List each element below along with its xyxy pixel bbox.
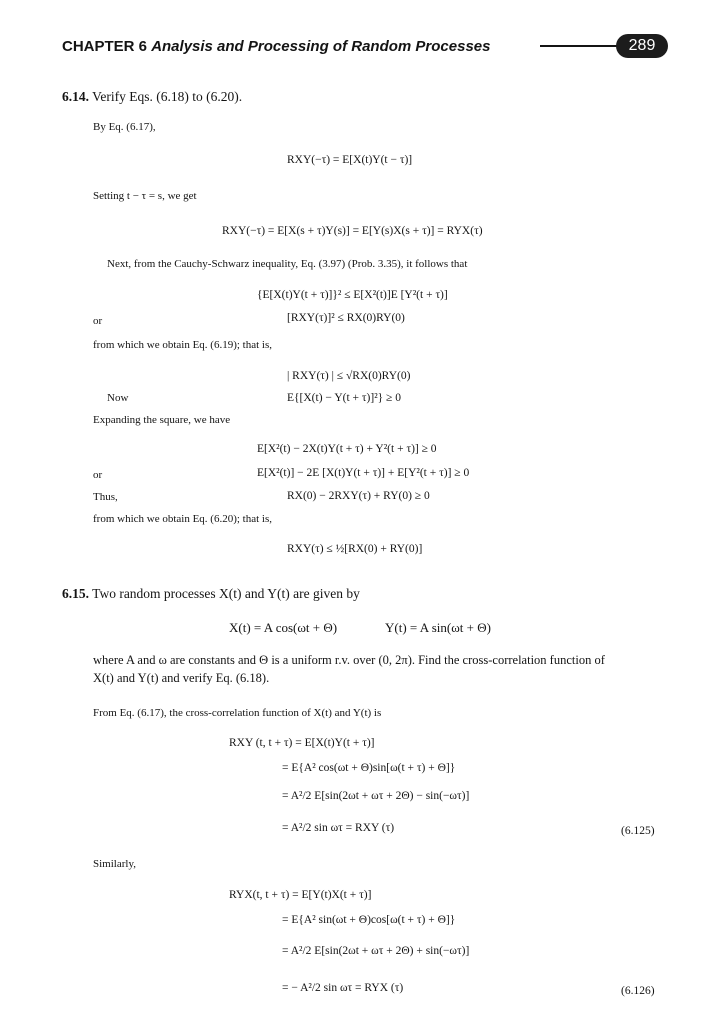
equation: = E{A² cos(ωt + Θ)sin[ω(t + τ) + Θ]} — [282, 762, 456, 774]
text-line: Expanding the square, we have — [93, 414, 231, 426]
equation: = E{A² sin(ωt + Θ)cos[ω(t + τ) + Θ]} — [282, 914, 456, 926]
chapter-title: Analysis and Processing of Random Processes — [151, 38, 491, 55]
text-line: Now — [107, 392, 129, 404]
equation: RX(0) − 2RXY(τ) + RY(0) ≥ 0 — [287, 490, 430, 502]
problem-statement: Verify Eqs. (6.18) to (6.20). — [92, 89, 243, 104]
text-line: Setting t − τ = s, we get — [93, 190, 197, 202]
equation-number: (6.126) — [621, 985, 655, 997]
equation: | RXY(τ) | ≤ √RX(0)RY(0) — [287, 370, 411, 382]
equation: RXY(−τ) = E[X(s + τ)Y(s)] = E[Y(s)X(s + τ)] = RYX(τ) — [222, 225, 483, 237]
chapter-label: CHAPTER 6 — [62, 38, 148, 55]
equation: RYX(t, t + τ) = E[Y(t)X(t + τ)] — [229, 889, 372, 901]
text-line: from which we obtain Eq. (6.19); that is, — [93, 339, 273, 351]
equation-number: (6.125) — [621, 825, 655, 837]
equation: E[X²(t) − 2X(t)Y(t + τ) + Y²(t + τ)] ≥ 0 — [257, 443, 437, 455]
text-line: From Eq. (6.17), the cross-correlation function of X(t) and Y(t) is — [93, 707, 382, 719]
equation: = A²/2 sin ωτ = RXY (τ) — [282, 822, 395, 834]
page-number: 289 — [616, 34, 668, 58]
text-line: from which we obtain Eq. (6.20); that is, — [93, 513, 273, 525]
equation: = − A²/2 sin ωτ = RYX (τ) — [282, 982, 404, 994]
equation: = A²/2 E[sin(2ωt + ωτ + 2Θ) − sin(−ωτ)] — [282, 790, 470, 802]
equation: RXY(τ) ≤ ½[RX(0) + RY(0)] — [287, 543, 423, 555]
text-line: X(t) and Y(t) and verify Eq. (6.18). — [93, 671, 270, 685]
equation: E[X²(t)] − 2E [X(t)Y(t + τ)] + E[Y²(t + τ)] ≥ 0 — [257, 467, 470, 479]
equation: RXY (t, t + τ) = E[X(t)Y(t + τ)] — [229, 737, 375, 749]
equation: = A²/2 E[sin(2ωt + ωτ + 2Θ) + sin(−ωτ)] — [282, 945, 470, 957]
text-line: Thus, — [93, 491, 118, 503]
equation: {E[X(t)Y(t + τ)]}² ≤ E[X²(t)]E [Y²(t + τ)] — [257, 289, 448, 301]
equation: RXY(−τ) = E[X(t)Y(t − τ)] — [287, 154, 413, 166]
text-line: or — [93, 315, 103, 327]
text-line: Similarly, — [93, 858, 136, 870]
text-line: By Eq. (6.17), — [93, 121, 156, 133]
equation: Y(t) = A sin(ωt + Θ) — [385, 620, 491, 635]
problem-number: 6.15. — [62, 586, 89, 601]
problem-6-15-heading — [62, 586, 360, 602]
header-rule — [540, 45, 626, 47]
text-line: where A and ω are constants and Θ is a uniform r.v. over (0, 2π). Find the cross-correlation function of — [93, 653, 605, 667]
equation: [RXY(τ)]² ≤ RX(0)RY(0) — [287, 312, 405, 324]
problem-6-14-heading — [62, 89, 242, 105]
text-line: Next, from the Cauchy-Schwarz inequality, Eq. (3.97) (Prob. 3.35), it follows that — [107, 258, 468, 270]
problem-statement: Two random processes X(t) and Y(t) are given by — [92, 586, 360, 601]
equation: E{[X(t) − Y(t + τ)]²} ≥ 0 — [287, 392, 401, 404]
text-line: or — [93, 469, 103, 481]
equation: X(t) = A cos(ωt + Θ) — [229, 620, 338, 635]
running-header — [62, 38, 490, 55]
problem-number: 6.14. — [62, 89, 89, 104]
